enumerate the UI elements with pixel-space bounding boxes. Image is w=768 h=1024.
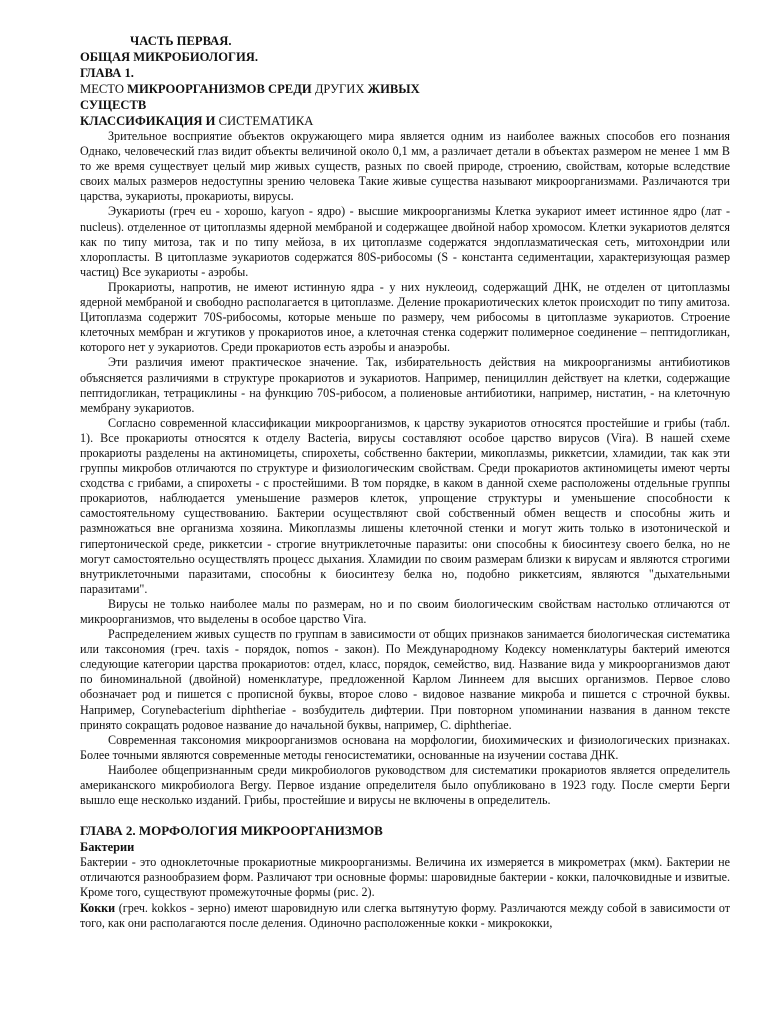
paragraph: Зрительное восприятие объектов окружающего мира является одним из наиболее важных способов его познания Однако, человеческий глаз видит объекты величиной около 0,1 мм, а различает детали в объектах размером не менее 1 мм В то же время существует целый мир живых существ, разных по своей природе, строению, свойствам, которые вследствие своих малых размеров недоступны зрению человека Такие живые существа называют микроорганизмами. Различаются три царства, эукариоты, прокариоты, вирусы. (80, 129, 730, 204)
general-microbiology-heading: ОБЩАЯ МИКРОБИОЛОГИЯ. (80, 50, 259, 64)
paragraph: Эти различия имеют практическое значение. Так, избирательность действия на микроорганизмы антибиотиков объясняется различиями в структуре прокариотов и эукариотов. Например, пенициллин действует на клетки, содержащие пептидогликан, тетрациклины - на функцию 70S-рибосом, а полиеновые антибиотики, например, нистатин, - на клеточную мембрану эукариотов. (80, 355, 730, 415)
paragraph: Современная таксономия микроорганизмов основана на морфологии, биохимических и физиологических признаках. Более точными являются современные методы геносистематики, основанные на изучении состава ДНК. (80, 732, 730, 762)
bacteria-subheading: Бактерии (80, 840, 135, 855)
paragraph: Прокариоты, напротив, не имеют истинную ядра - у них нуклеоид, содержащий ДНК, не отделен от цитоплазмы ядерной мембраной и свободно располагается в цитоплазме. Деление прокариотических клеток происходит по типу амитоза. Цитоплазма содержит 70S-рибосомы, которые меньше по размеру, чем рибосомы в цитоплазме эукариотов. Строение клеточных мембран и жгутиков у прокариотов иное, а клеточная стенка содержит полимерное соединение – пептидогликан, которого нет у эукариотов. Среди прокариотов есть аэробы и анаэробы. (80, 279, 730, 355)
title-part-other: ДРУГИХ (314, 82, 365, 96)
chapter-1-heading: ГЛАВА 1. (80, 66, 134, 80)
chapter-1-title (80, 81, 730, 97)
chapter-2-heading: ГЛАВА 2. МОРФОЛОГИЯ МИКРООРГАНИЗМОВ (80, 823, 383, 839)
cocci-term: Кокки (80, 900, 116, 915)
title-part-place: МЕСТО (80, 82, 124, 96)
paragraph: Согласно современной классификации микроорганизмов, к царству эукариотов относятся простейшие и грибы (табл. 1). Все прокариоты относятся к отделу Bacteria, вирусы составляют особое царство вирусов (Vira). В нашей схеме прокариоты разделены на актиномицеты, спирохеты, собственно бактерии, микоплазмы, риккетсии, хламидии, так как эти группы микробов отличаются по структуре и физиологическим свойствам. Среди прокариотов актиномицеты имеют черты сходства с грибами, а спирохеты - с простейшими. В том порядке, в каком в данной схеме расположены отдельные группы прокариотов, наблюдается уменьшение размеров клеток, упрощение структуры и уменьшение способности к самостоятельному существованию. Бактерии осуществляют свой собственный обмен веществ и способны жить и размножаться вне организма хозяина. Микоплазмы лишены клеточной стенки и могут жить только в изотонической и гипертонической среде, риккетсии - строгие внутриклеточные паразиты: они способны к биосинтезу своего белка, но не могут самостоятельно осуществлять процесс дыхания. Хламидии по своим размерам близки к вирусам и являются строгими внутриклеточными паразитами, способны к биосинтезу белка но, подобно риккетсиям, являются "дыхательными паразитами". (80, 415, 730, 596)
title-part-living: ЖИВЫХ (367, 82, 420, 96)
chapter-1-title-cont: СУЩЕСТВ (80, 98, 147, 112)
paragraph: Вирусы не только наиболее малы по размерам, но и по своим биологическим свойствам настолько отличаются от микроорганизмов, что выделены в особое царство Vira. (80, 596, 730, 626)
paragraph: Наиболее общепризнанным среди микробиологов руководством для систематики прокариотов является определитель американского микробиолога Bergy. Первое издание определителя было опубликовано в 1923 году. После смерти Берги вышло еще несколько изданий. Грибы, простейшие и вирусы не включены в определитель. (80, 762, 730, 808)
section-gap (80, 808, 730, 823)
part-heading: ЧАСТЬ ПЕРВАЯ. (130, 34, 232, 48)
document-page (80, 33, 730, 931)
systematics-word: СИСТЕМАТИКА (218, 114, 314, 128)
paragraph: Бактерии - это одноклеточные прокариотные микроорганизмы. Величина их измеряется в микрометрах (мкм). Бактерии не отличаются разнообразием форм. Различают три основные формы: шаровидные бактерии - кокки, палочковидные и извитые. Кроме того, существуют промежуточные формы (рис. 2). (80, 855, 730, 900)
cocci-text: (греч. kokkos - зерно) имеют шаровидную или слегка вытянутую форму. Различаются между собой в зависимости от того, как они располагаются после деления. Одиночно расположенные кокки - микрококки, (80, 900, 730, 930)
classification-heading (80, 113, 730, 129)
title-part-microorganisms: МИКРООРГАНИЗМОВ СРЕДИ (127, 82, 312, 96)
classification-word: КЛАССИФИКАЦИЯ И (80, 114, 216, 128)
paragraph: Эукариоты (греч eu - хорошо, karyon - ядро) - высшие микроорганизмы Клетка эукариот имеет истинное ядро (лат - nucleus). отделенное от цитоплазмы ядерной мембраной и содержащее двойной набор хромосом. Клетки эукариотов делятся как по типу митоза, так и по типу мейоза, в их цитоплазме содержатся эндоплазматическая сеть, митохондрии или хлоропласты. В цитоплазме эукариотов содержатся 80S-рибосомы (S - константа седиментации, характеризующая размер частиц) Все эукариоты - аэробы. (80, 204, 730, 279)
paragraph: Распределением живых существ по группам в зависимости от общих признаков занимается биологическая систематика или таксономия (греч. taxis - порядок, nomos - закон). По Международному Кодексу номенклатуры бактерий имеются следующие категории царства прокариотов: отдел, класс, порядок, семейство, вид. Название вида у микроорганизмов дают по биноминальной (двойной) номенклатуре, предложенной Карлом Линнеем для высших организмов. Первое слово обозначает род и пишется с прописной буквы, второе слово - видовое название микроба и пишется с строчной буквы. Например, Corynebacterium diphtheriae - возбудитель дифтерии. При повторном упоминании названия в данном тексте принято сокращать родовое название до начальной буквы, например, C. diphtheriae. (80, 627, 730, 732)
cocci-paragraph (80, 901, 730, 931)
